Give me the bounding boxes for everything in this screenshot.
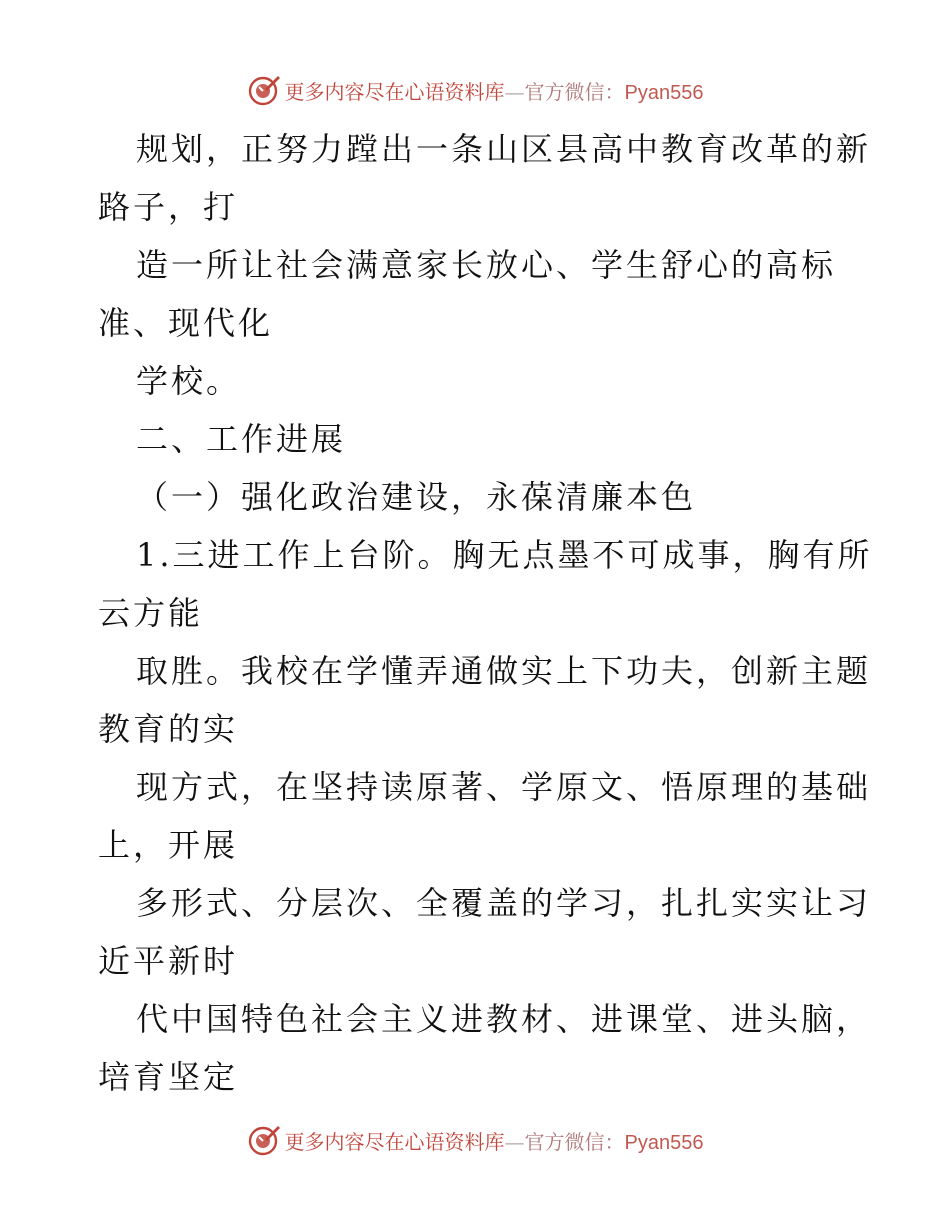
subsection-heading: （一）强化政治建设，永葆清廉本色 <box>136 478 697 516</box>
text-line: 准、现代化 <box>98 304 274 342</box>
text-line: 路子，打 <box>98 188 239 226</box>
text-line: 上，开展 <box>98 826 239 864</box>
footer-wechat-id: Pyan556 <box>624 1131 704 1154</box>
header-watermark <box>0 70 950 110</box>
footer-watermark <box>0 1120 950 1160</box>
text-line: 规划，正努力蹚出一条山区县高中教育改革的新 <box>136 130 872 168</box>
header-banner-text <box>285 76 704 105</box>
text-line: 多形式、分层次、全覆盖的学习，扎扎实实让习 <box>136 884 872 922</box>
footer-banner-text <box>285 1126 704 1155</box>
text-line: 教育的实 <box>98 710 239 748</box>
text-line: 培育坚定 <box>98 1058 239 1096</box>
pen-logo-icon <box>247 1123 281 1157</box>
document-body <box>98 120 873 1106</box>
footer-site-text: 更多内容尽在心语资料库 <box>284 1129 505 1154</box>
text-line: 代中国特色社会主义进教材、进课堂、进头脑， <box>136 1000 872 1038</box>
text-line: 学校。 <box>136 362 242 400</box>
header-wechat-label: 官方微信： <box>524 79 625 104</box>
text-line: 造一所让社会满意家长放心、学生舒心的高标 <box>136 246 837 284</box>
pen-logo-icon <box>247 73 281 107</box>
header-wechat-id: Pyan556 <box>624 81 704 104</box>
text-line: 取胜。我校在学懂弄通做实上下功夫，创新主题 <box>136 652 872 690</box>
text-line: 现方式，在坚持读原著、学原文、悟原理的基础 <box>136 768 872 806</box>
header-separator: — <box>504 79 525 104</box>
text-line: 1.三进工作上台阶。胸无点墨不可成事，胸有所 <box>136 536 873 574</box>
header-banner-inner <box>247 73 704 107</box>
footer-wechat-label: 官方微信： <box>524 1129 625 1154</box>
text-line: 云方能 <box>98 594 204 632</box>
section-heading: 二、工作进展 <box>136 420 347 458</box>
text-line: 近平新时 <box>98 942 239 980</box>
header-site-text: 更多内容尽在心语资料库 <box>284 79 505 104</box>
footer-separator: — <box>504 1129 525 1154</box>
footer-banner-inner <box>247 1123 704 1157</box>
